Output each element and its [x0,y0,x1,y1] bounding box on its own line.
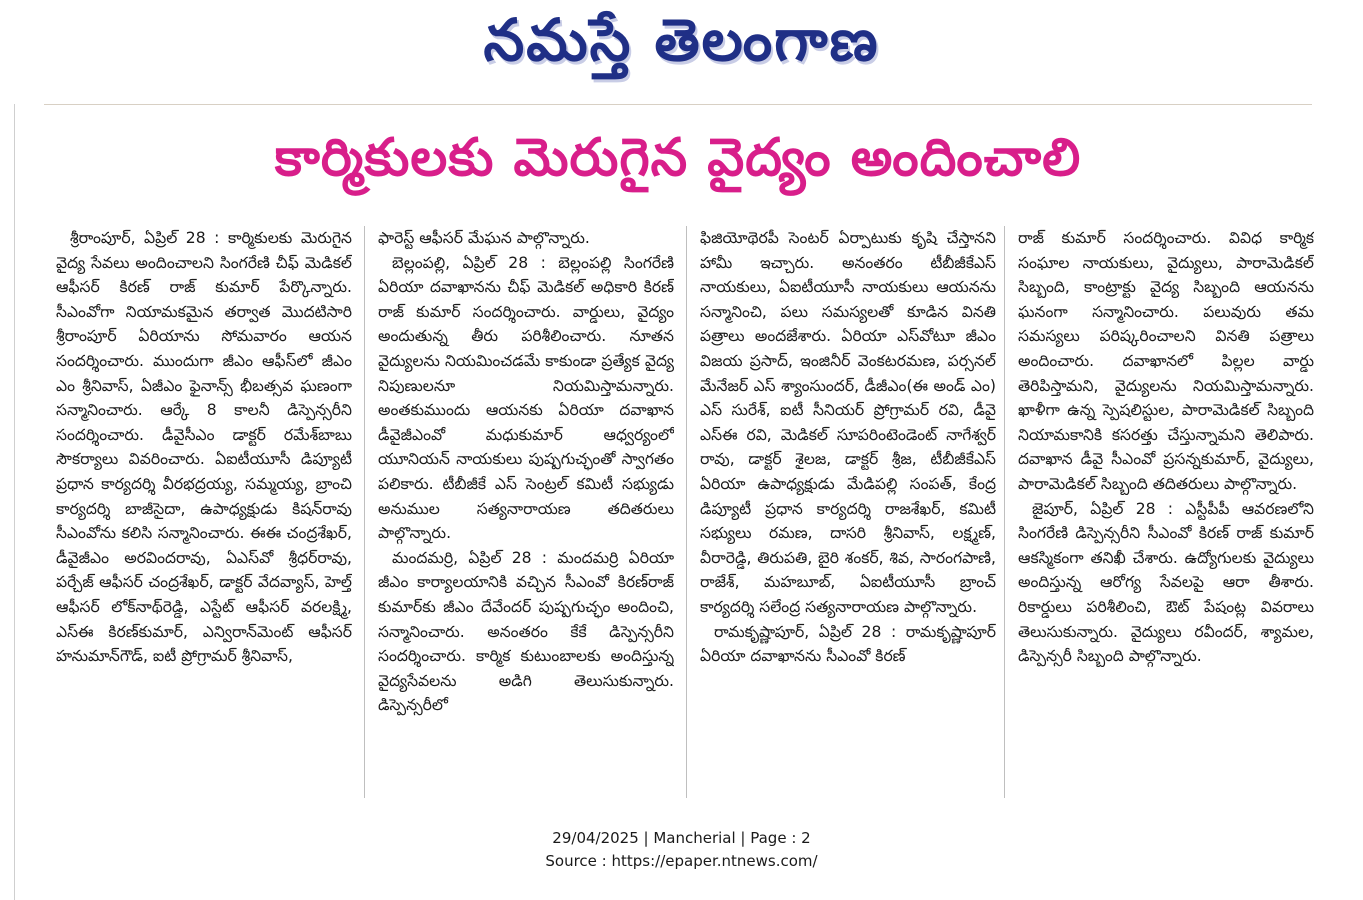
footer-source: Source : https://epaper.ntnews.com/ [545,852,818,870]
article-column-3 [700,226,996,801]
column-divider [686,226,687,798]
masthead-divider [44,104,1312,105]
page-edge-line [14,104,15,900]
paragraph: జైపూర్, ఏప్రిల్ 28 : ఎస్టీపీపీ ఆవరణలోని సింగరేణి డిస్పెన్సరీని సీఎంవో కిరణ్ రాజ్ కుమార్ ఆకస్మికంగా తనిఖీ చేశారు. ఉద్యోగులకు వైద్యులు అందిస్తున్న ఆరోగ్య సేవలపై ఆరా తీశారు. రికార్డులు పరిశీలించి, ఔట్ పేషంట్ల వివరాలు తెలుసుకున్నారు. వైద్యులు రవీందర్, శ్యామల, డిస్పెన్సరీ సిబ్బంది పాల్గొన్నారు. [1018,499,1314,666]
paragraph: ఫిజియోథెరపీ సెంటర్ ఏర్పాటుకు కృషి చేస్తానని హామీ ఇచ్చారు. అనంతరం టీబీజీకేఎస్ నాయకులు, ఏఐటీయూసీ నాయకులు ఆయనను సన్మానించి, పలు సమస్యలతో కూడిన వినతి పత్రాలు అందజేశారు. ఏరియా ఎస్‌వోటూ జీఎం విజయ ప్రసాద్, ఇంజినీర్ వెంకటరమణ, పర్సనల్ మేనేజర్ ఎస్ శ్యాంసుందర్, డీజీఎం(ఈ అండ్ ఎం) ఎస్ సురేశ్, ఐటీ సీనియర్ ప్రోగ్రామర్ రవి, డీవై ఎస్‌ఈ రవి, మెడికల్ సూపరింటెండెంట్ నాగేశ్వర్ రావు, డాక్టర్ శైలజ, డాక్టర్ శ్రీజ, టీబీజీకేఎస్ ఏరియా ఉపాధ్యక్షుడు మేడిపల్లి సంపత్, కేంద్ర డిప్యూటీ ప్రధాన కార్యదర్శి రాజశేఖర్, కమిటీ సభ్యులు రమణ, దాసరి శ్రీనివాస్, లక్ష్మణ్, వీరారెడ్డి, తిరుపతి, బైరి శంకర్, శివ, సారంగపాణి, రాజేశ్, మహబూబ్, ఏఐటీయూసీ బ్రాంచ్ కార్యదర్శి సలేంద్ర సత్యనారాయణ పాల్గొన్నారు. [700,229,996,616]
article-column-2 [378,226,674,801]
masthead-logo [0,2,1363,92]
page-footer [0,827,1363,873]
article-column-4 [1018,226,1314,801]
paragraph: శ్రీరాంపూర్, ఏప్రిల్ 28 : కార్మికులకు మెరుగైన వైద్య సేవలు అందించాలని సింగరేణి చీఫ్ మెడికల్ ఆఫీసర్ కిరణ్ రాజ్ కుమార్ పేర్కొన్నారు. సీఎంవోగా నియామకమైన తర్వాత మొదటిసారి శ్రీరాంపూర్ ఏరియాను సోమవారం ఆయన సందర్శించారు. ముందుగా జీఎం ఆఫీస్‌లో జీఎం ఎం శ్రీనివాస్, ఏజీఎం ఫైనాన్స్ భీబత్సవ ఘణంగా సన్మానించారు. ఆర్కే 8 కాలనీ డిస్పెన్సరీని సందర్శించారు. డీవైసీఎం డాక్టర్ రమేశ్‌బాబు సౌకర్యాలు వివరించారు. ఏఐటీయూసీ డిప్యూటీ ప్రధాన కార్యదర్శి వీరభద్రయ్య, సమ్మయ్య, బ్రాంచి కార్యదర్శి బాజీసైదా, ఉపాధ్యక్షుడు కిషన్‌రావు సీఎంవోను కలిసి సన్మానించారు. ఈఈ చంద్రశేఖర్, డీవైజీఎం అరవిందరావు, ఏఎస్‌వో శ్రీధర్‌రావు, పర్చేజ్ ఆఫీసర్ చంద్రశేఖర్, డాక్టర్ వేదవ్యాస్, హెల్త్ ఆఫీసర్ లోక్‌నాథ్‌రెడ్డి, ఎస్టేట్ ఆఫీసర్ వరలక్ష్మి, ఎస్‌ఈ కిరణ్‌కుమార్, ఎన్విరాన్‌మెంట్ ఆఫీసర్ హనుమాన్‌గౌడ్, ఐటీ ప్రోగ్రామర్ శ్రీనివాస్, [56,229,352,666]
paragraph: బెల్లంపల్లి, ఏప్రిల్ 28 : బెల్లంపల్లి సింగరేణి ఏరియా దవాఖానను చీఫ్ మెడికల్ అధికారి కిరణ్ రాజ్ కుమార్ సందర్శించారు. వార్డులు, వైద్యం అందుతున్న తీరు పరిశీలించారు. నూతన వైద్యులను నియమించడమే కాకుండా ప్రత్యేక వైద్య నిపుణులనూ నియమిస్తామన్నారు. అంతకుముందు ఆయనకు ఏరియా దవాఖాన డీవైజీఎంవో మధుకుమార్ ఆధ్వర్యంలో యూనియన్ నాయకులు పుష్పగుచ్ఛంతో స్వాగతం పలికారు. టీబీజీకే ఎస్ సెంట్రల్ కమిటీ సభ్యుడు అనుముల సత్యనారాయణ తదితరులు పాల్గొన్నారు. [378,253,674,543]
headline-text: కార్మికులకు మెరుగైన వైద్యం అందించాలి [274,127,1082,188]
column-divider [364,226,365,798]
paragraph: రాజ్ కుమార్ సందర్శించారు. వివిధ కార్మిక సంఘాల నాయకులు, వైద్యులు, పారామెడికల్ సిబ్బంది, కాంట్రాక్టు వైద్య సిబ్బంది ఆయనను ఘనంగా సన్మానించారు. పలువురు తమ సమస్యలు పరిష్కరించాలని వినతి పత్రాలు అందించారు. దవాఖానలో పిల్లల వార్డు తెరిపిస్తామని, వైద్యులను నియమిస్తామన్నారు. ఖాళీగా ఉన్న స్పెషలిస్టుల, పారామెడికల్ సిబ్బంది నియామకానికి కసరత్తు చేస్తున్నామని తెలిపారు. దవాఖాన డీవై సీఎంవో ప్రసన్నకుమార్, వైద్యులు, పారామెడికల్ సిబ్బంది తదితరులు పాల్గొన్నారు. [1018,229,1314,493]
article-body [44,226,1316,806]
article-headline [44,118,1312,210]
masthead-title: నమస్తే తెలంగాణ [483,5,880,74]
paragraph: ఫారెస్ట్ ఆఫీసర్ మేఘన పాల్గొన్నారు. [378,229,590,247]
paragraph: మందమర్రి, ఏప్రిల్ 28 : మందమర్రి ఏరియా జీఎం కార్యాలయానికి వచ్చిన సీఎంవో కిరణ్‌రాజ్ కుమార్‌కు జీఎం దేవేందర్ పుష్పగుచ్ఛం అందించి, సన్మానించారు. అనంతరం కేకే డిస్పెన్సరీని సందర్శించారు. కార్మిక కుటుంబాలకు అందిస్తున్న వైద్యసేవలను అడిగి తెలుసుకున్నారు. డిస్పెన్సరీలో [378,548,674,715]
article-column-1 [56,226,352,801]
paragraph: రామకృష్ణాపూర్, ఏప్రిల్ 28 : రామకృష్ణాపూర్ ఏరియా దవాఖానను సీఎంవో కిరణ్ [700,622,996,666]
footer-date-edition: 29/04/2025 | Mancherial | Page : 2 [552,829,811,847]
column-divider [1004,226,1005,798]
